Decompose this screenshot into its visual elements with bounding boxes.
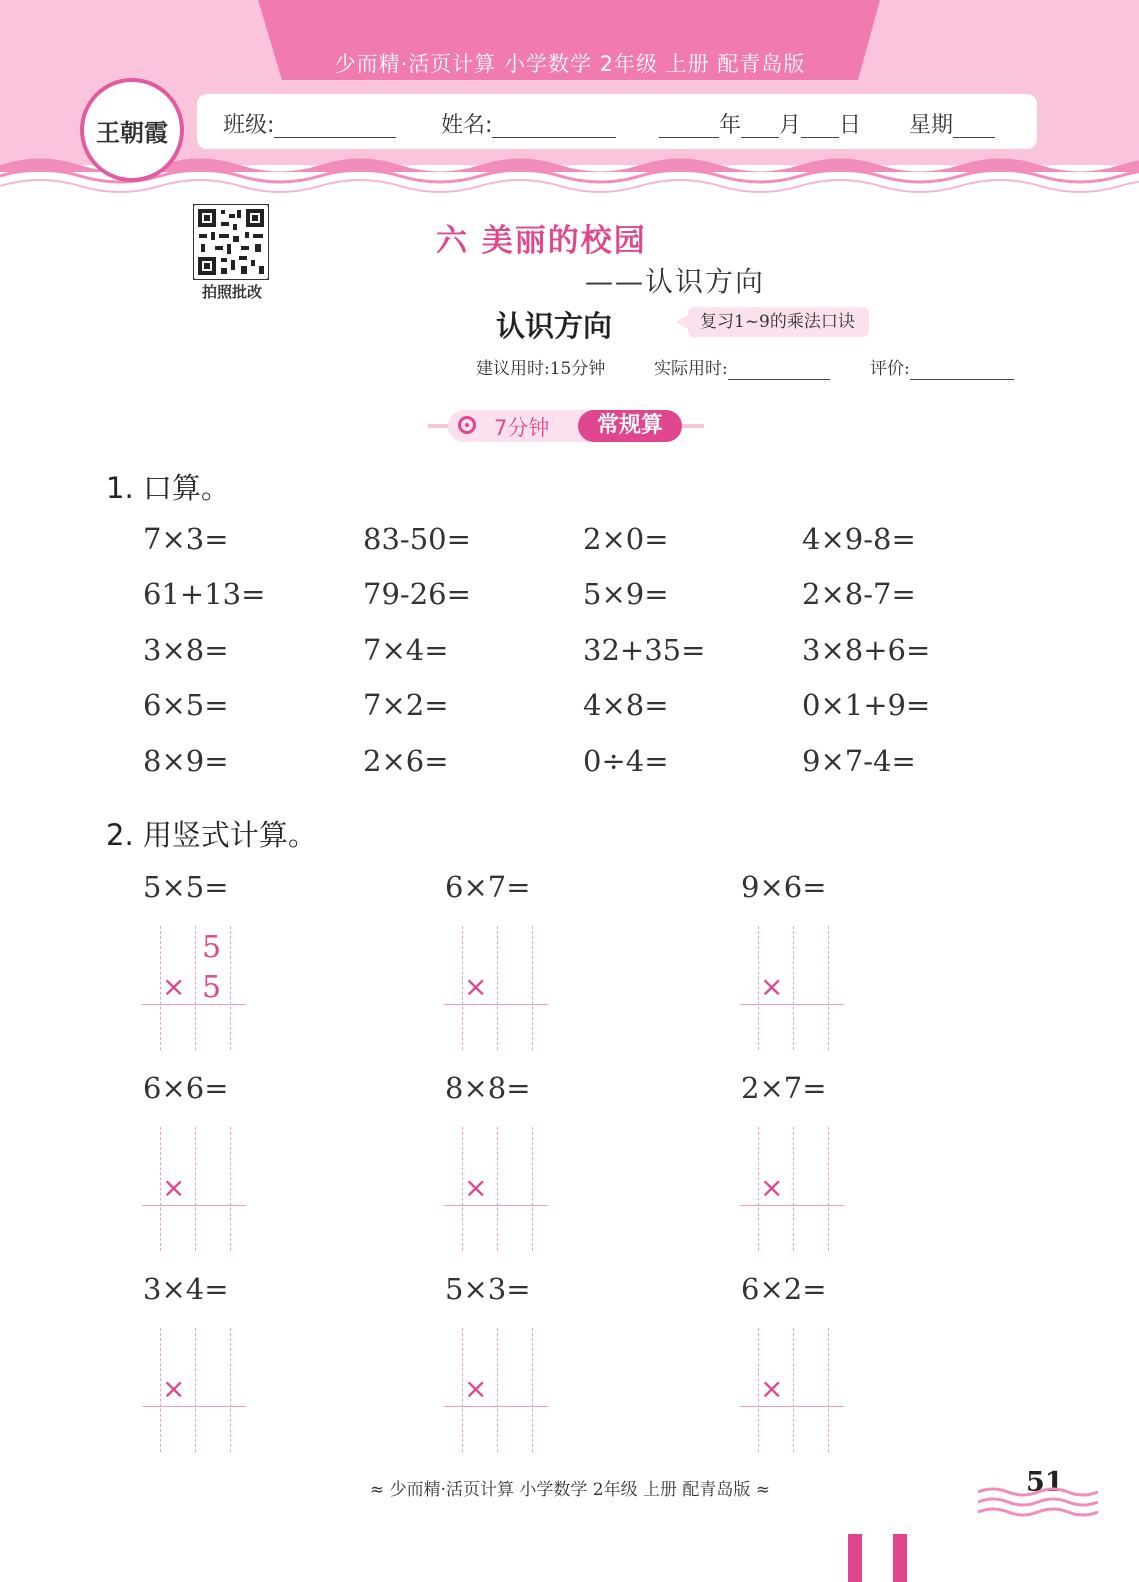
wave-decoration-icon: [978, 1484, 1098, 1520]
vertical-calc-grid[interactable]: [444, 926, 554, 1050]
weekday-field[interactable]: [909, 108, 995, 139]
class-label: 班级:: [223, 113, 275, 138]
month-blank[interactable]: [741, 113, 779, 138]
vertical-problem: 6×7=: [445, 870, 531, 904]
weekday-label: 星期: [909, 113, 954, 138]
mental-math-item: 5×9=: [583, 577, 669, 611]
review-tag: 复习1~9的乘法口诀: [688, 307, 869, 337]
vertical-calc-grid[interactable]: [142, 1328, 252, 1452]
mental-math-item: 83-50=: [363, 522, 471, 556]
mental-math-item: 8×9=: [143, 744, 229, 778]
mental-math-item: 4×8=: [583, 688, 669, 722]
multiply-icon: ×: [760, 1372, 784, 1405]
mental-math-item: 7×2=: [363, 688, 449, 722]
date-field[interactable]: [659, 108, 861, 139]
example-digit-top: 5: [202, 930, 222, 965]
vertical-problem: 9×6=: [741, 870, 827, 904]
name-blank[interactable]: [492, 113, 616, 138]
multiply-icon: ×: [760, 1171, 784, 1204]
actual-time-label: 实际用时:: [654, 359, 728, 379]
vertical-calc-grid[interactable]: [444, 1127, 554, 1251]
mental-math-item: 2×6=: [363, 744, 449, 778]
vertical-calc-grid[interactable]: [740, 926, 850, 1050]
multiply-icon: ×: [162, 1372, 186, 1405]
actual-time-field[interactable]: [654, 354, 830, 380]
actual-time-blank[interactable]: [728, 359, 830, 380]
weekday-blank[interactable]: [953, 113, 995, 138]
mental-math-item: 61+13=: [143, 577, 266, 611]
year-blank[interactable]: [659, 113, 719, 138]
lesson-title: 认识方向: [496, 309, 613, 343]
vertical-problem: 5×3=: [445, 1272, 531, 1306]
day-blank[interactable]: [801, 113, 839, 138]
name-label: 姓名:: [441, 113, 493, 138]
vertical-calc-grid[interactable]: [740, 1127, 850, 1251]
class-field[interactable]: [223, 108, 396, 139]
mental-math-item: 2×8-7=: [802, 577, 916, 611]
multiply-icon: ×: [760, 970, 784, 1003]
bottom-tab-marker: [848, 1534, 862, 1582]
vertical-problem: 8×8=: [445, 1071, 531, 1105]
mental-math-item: 32+35=: [583, 633, 706, 667]
example-digit-bottom: 5: [202, 970, 222, 1005]
vertical-problem: 2×7=: [741, 1071, 827, 1105]
logo-text: 王朝霞: [96, 117, 168, 147]
mental-math-item: 4×9-8=: [802, 522, 916, 556]
series-title: 少而精·活页计算 小学数学 2年级 上册 配青岛版: [334, 52, 806, 76]
student-info-bar: [197, 94, 1037, 149]
suggested-time: 建议用时:15分钟: [476, 359, 606, 379]
multiply-icon: ×: [162, 970, 186, 1003]
day-label: 日: [839, 113, 862, 138]
evaluation-label: 评价:: [870, 359, 910, 379]
unit-title: 六 美丽的校园: [436, 223, 647, 259]
section-2-title: 2. 用竖式计算。: [106, 818, 317, 852]
unit-subtitle: ——认识方向: [585, 265, 766, 298]
page-number: 51: [1026, 1467, 1064, 1498]
mental-math-item: 0×1+9=: [802, 688, 931, 722]
mental-math-item: 7×3=: [143, 522, 229, 556]
vertical-calc-grid[interactable]: [142, 1127, 252, 1251]
timer-minutes: 7分钟: [494, 416, 550, 440]
mental-math-item: 2×0=: [583, 522, 669, 556]
mental-math-item: 6×5=: [143, 688, 229, 722]
name-field[interactable]: [441, 108, 616, 139]
multiply-icon: ×: [464, 1171, 488, 1204]
footer-series: ≈ 少而精·活页计算 小学数学 2年级 上册 配青岛版 ≈: [369, 1480, 771, 1500]
multiply-icon: ×: [162, 1171, 186, 1204]
vertical-problem: 3×4=: [143, 1272, 229, 1306]
section-1-title: 1. 口算。: [106, 471, 230, 505]
brand-logo: [80, 78, 184, 182]
mental-math-item: 0÷4=: [583, 744, 669, 778]
qr-label: 拍照批改: [201, 283, 262, 301]
mental-math-item: 79-26=: [363, 577, 471, 611]
multiply-icon: ×: [464, 1372, 488, 1405]
evaluation-field[interactable]: [870, 354, 1014, 380]
year-label: 年: [719, 113, 742, 138]
mental-math-item: 9×7-4=: [802, 744, 916, 778]
class-blank[interactable]: [274, 113, 396, 138]
vertical-problem: 6×6=: [143, 1071, 229, 1105]
evaluation-blank[interactable]: [910, 359, 1014, 380]
mental-math-item: 3×8=: [143, 633, 229, 667]
bottom-tab-marker: [893, 1534, 907, 1582]
medal-icon: [458, 416, 476, 434]
timer-badge: 常规算: [578, 410, 682, 442]
vertical-calc-grid[interactable]: [740, 1328, 850, 1452]
vertical-calc-grid[interactable]: [142, 926, 252, 1050]
mental-math-item: 7×4=: [363, 633, 449, 667]
mental-math-item: 3×8+6=: [802, 633, 931, 667]
month-label: 月: [779, 113, 802, 138]
vertical-problem: 6×2=: [741, 1272, 827, 1306]
vertical-calc-grid[interactable]: [444, 1328, 554, 1452]
vertical-problem: 5×5=: [143, 870, 229, 904]
qr-code-icon[interactable]: [193, 204, 269, 280]
multiply-icon: ×: [464, 970, 488, 1003]
